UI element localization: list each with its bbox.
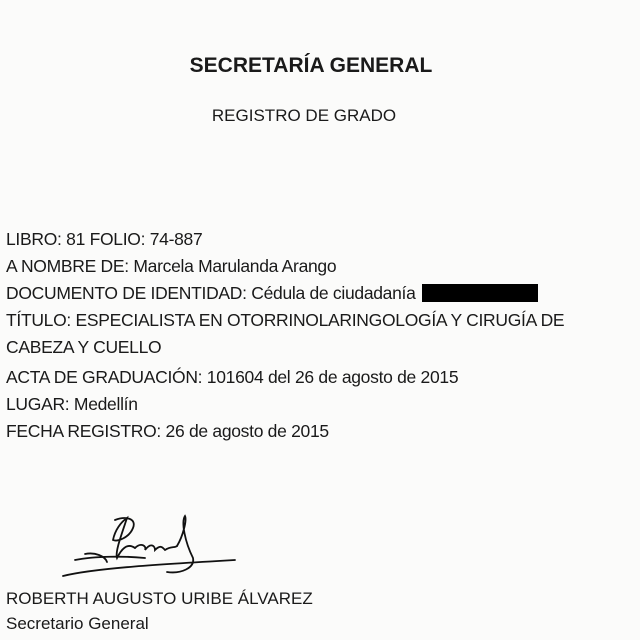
titulo-line-2: CABEZA Y CUELLO [6,337,162,357]
redaction-box [422,284,538,302]
documento: DOCUMENTO DE IDENTIDAD: Cédula de ciudadanía [6,283,416,303]
acta-graduacion: ACTA DE GRADUACIÓN: 101604 del 26 de agosto de 2015 [6,367,459,387]
signatory-role: Secretario General [6,614,149,633]
document-subtitle: REGISTRO DE GRADO [211,106,397,125]
libro-folio: LIBRO: 81 FOLIO: 74-887 [6,229,203,249]
documento-row [6,283,538,304]
titulo-line-1: TÍTULO: ESPECIALISTA EN OTORRINOLARINGOLOGÍA Y CIRUGÍA DE [6,310,565,330]
nombre: A NOMBRE DE: Marcela Marulanda Arango [6,256,337,276]
document-title: SECRETARÍA GENERAL [189,54,433,77]
signature-icon [55,512,245,584]
lugar: LUGAR: Medellín [6,394,138,414]
signatory-name: ROBERTH AUGUSTO URIBE ÁLVAREZ [6,589,313,608]
fecha-registro: FECHA REGISTRO: 26 de agosto de 2015 [6,421,329,441]
